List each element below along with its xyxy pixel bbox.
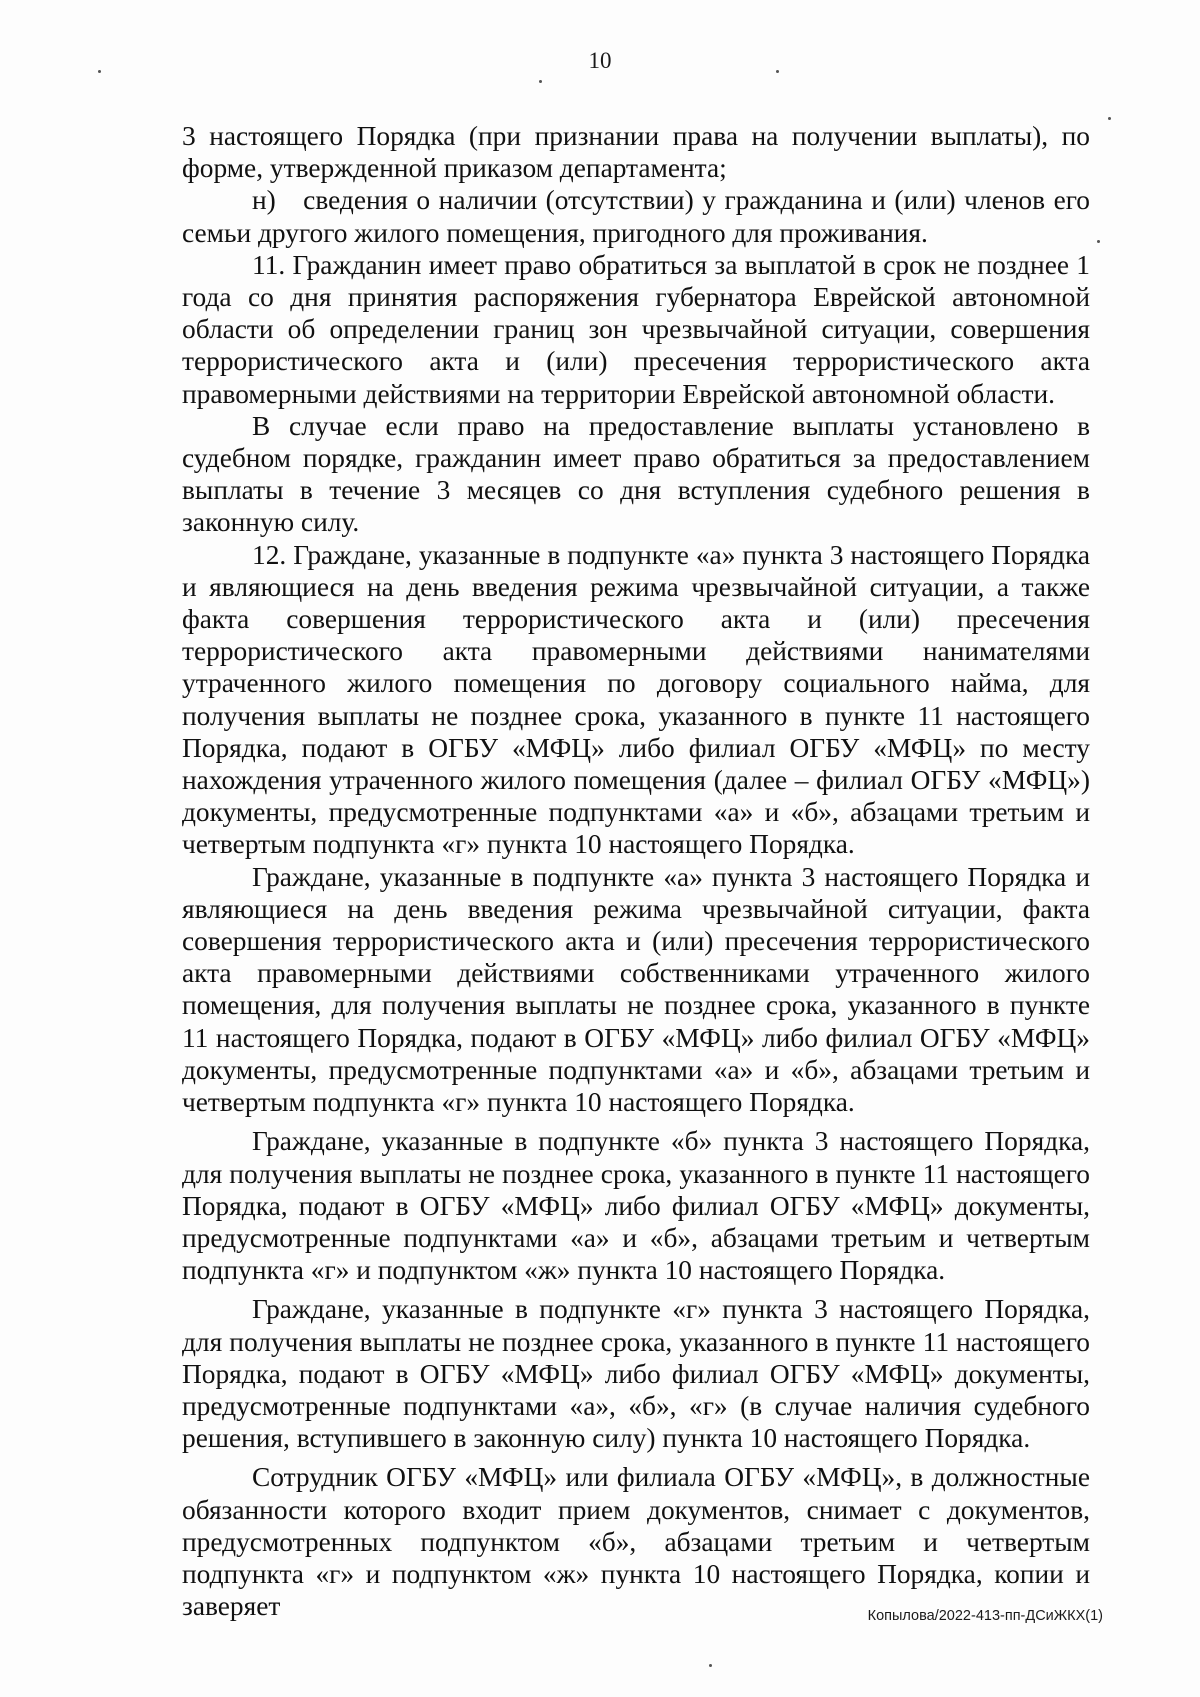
document-footer-code: Копылова/2022-413-пп-ДСиЖКХ(1)	[867, 1608, 1103, 1624]
paragraph-continuation: 3 настоящего Порядка (при признании права на получении выплаты), по форме, утвержденной приказом департамента;	[182, 121, 1090, 184]
scan-speck	[1097, 240, 1100, 243]
document-body	[182, 120, 1090, 1622]
scan-speck	[776, 70, 779, 73]
paragraph-court-case: В случае если право на предоставление выплаты установлено в судебном порядке, гражданин имеет право обратиться за предоставлением выплаты в течение 3 месяцев со дня вступления судебного решения в законную силу.	[182, 410, 1090, 538]
page-number: 10	[588, 48, 612, 73]
scan-speck	[1108, 117, 1111, 120]
paragraph-subitem-b: Граждане, указанные в подпункте «б» пункта 3 настоящего Порядка, для получения выплаты не позднее срока, указанного в пункте 11 настоящего Порядка, подают в ОГБУ «МФЦ» либо филиал ОГБУ «МФЦ» документы, предусмотренные подпунктами «а» и «б», абзацами третьим и четвертым подпункта «г» и подпунктом «ж» пункта 10 настоящего Порядка.	[182, 1126, 1090, 1286]
paragraph-owners: Граждане, указанные в подпункте «а» пункта 3 настоящего Порядка и являющиеся на день введения режима чрезвычайной ситуации, факта совершения террористического акта и (или) пресечения террористического акта правомерными действиями собственниками утраченного жилого помещения, для получения выплаты не позднее срока, указанного в пункте 11 настоящего Порядка, подают в ОГБУ «МФЦ» либо филиал ОГБУ «МФЦ» документы, предусмотренные подпунктами «а» и «б», абзацами третьим и четвертым подпункта «г» пункта 10 настоящего Порядка.	[182, 861, 1090, 1118]
scan-speck	[709, 1664, 712, 1667]
scan-speck	[539, 80, 542, 83]
paragraph-clause-11: 11. Гражданин имеет право обратиться за выплатой в срок не позднее 1 года со дня принятия распоряжения губернатора Еврейской автономной области об определении границ зон чрезвычайной ситуации, совершения террористического акта и (или) пресечения террористического акта правомерными действиями на территории Еврейской автономной области.	[182, 249, 1090, 409]
paragraph-subitem-n: н) сведения о наличии (отсутствии) у гражданина и (или) членов его семьи другого жилого помещения, пригодного для проживания.	[182, 185, 1090, 248]
paragraph-clause-12: 12. Граждане, указанные в подпункте «а» пункта 3 настоящего Порядка и являющиеся на день введения режима чрезвычайной ситуации, а также факта совершения террористического акта и (или) пресечения террористического акта правомерными действиями нанимателями утраченного жилого помещения по договору социального найма, для получения выплаты не позднее срока, указанного в пункте 11 настоящего Порядка, подают в ОГБУ «МФЦ» либо филиал ОГБУ «МФЦ» по месту нахождения утраченного жилого помещения (далее – филиал ОГБУ «МФЦ») документы, предусмотренные подпунктами «а» и «б», абзацами третьим и четвертым подпункта «г» пункта 10 настоящего Порядка.	[182, 539, 1090, 860]
paragraph-employee: Сотрудник ОГБУ «МФЦ» или филиала ОГБУ «МФЦ», в должностные обязанности которого входит прием документов, снимает с документов, предусмотренных подпунктом «б», абзацами третьим и четвертым подпункта «г» и подпунктом «ж» пункта 10 настоящего Порядка, копии и заверяет	[182, 1462, 1090, 1622]
paragraph-subitem-g: Граждане, указанные в подпункте «г» пункта 3 настоящего Порядка, для получения выплаты не позднее срока, указанного в пункте 11 настоящего Порядка, подают в ОГБУ «МФЦ» либо филиал ОГБУ «МФЦ» документы, предусмотренные подпунктами «а», «б», «г» (в случае наличия судебного решения, вступившего в законную силу) пункта 10 настоящего Порядка.	[182, 1294, 1090, 1454]
scan-speck	[98, 70, 101, 73]
